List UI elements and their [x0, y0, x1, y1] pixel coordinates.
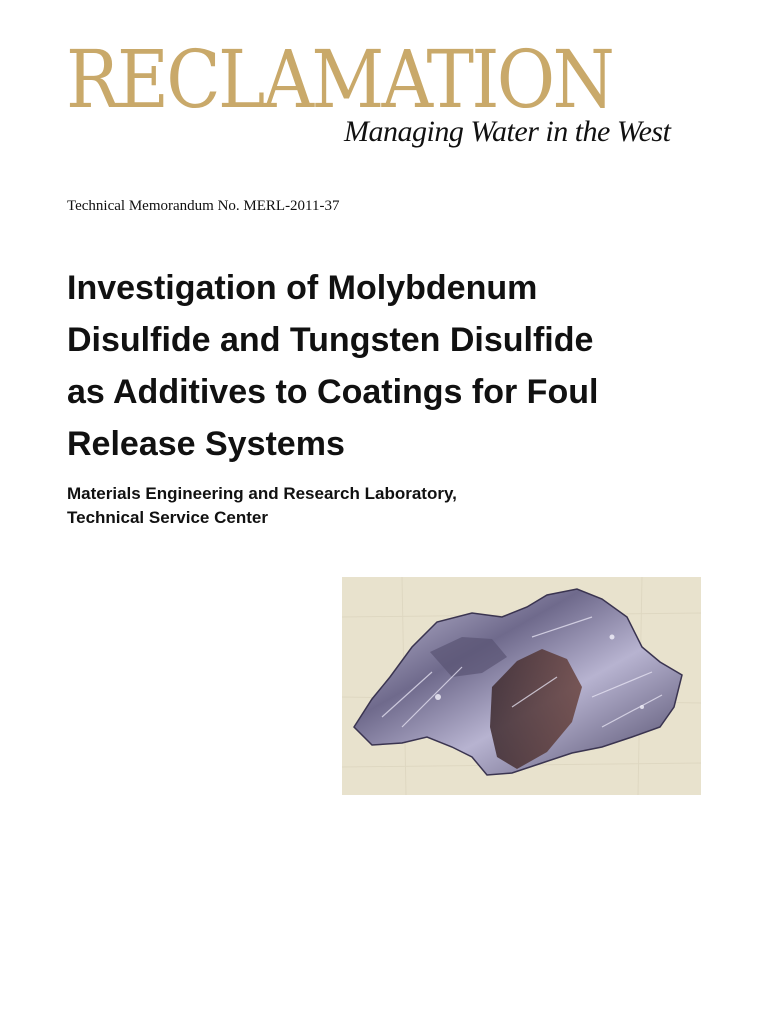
memo-number: Technical Memorandum No. MERL-2011-37: [67, 198, 340, 214]
title-line: Investigation of Molybdenum: [67, 269, 538, 307]
mineral-sample-image: [342, 577, 701, 795]
title-line: Release Systems: [67, 425, 345, 463]
organization: [67, 482, 457, 530]
logo-wordmark: RECLAMATION: [66, 33, 613, 126]
cover-photo: [342, 577, 701, 795]
organization-line: Materials Engineering and Research Laboratory,: [67, 484, 457, 503]
organization-line: Technical Service Center: [67, 508, 268, 527]
title-line: as Additives to Coatings for Foul: [67, 373, 599, 411]
title-line: Disulfide and Tungsten Disulfide: [67, 321, 594, 359]
logo-tagline: Managing Water in the West: [344, 115, 671, 148]
reclamation-logo: [66, 33, 702, 148]
document-title: [67, 262, 707, 470]
